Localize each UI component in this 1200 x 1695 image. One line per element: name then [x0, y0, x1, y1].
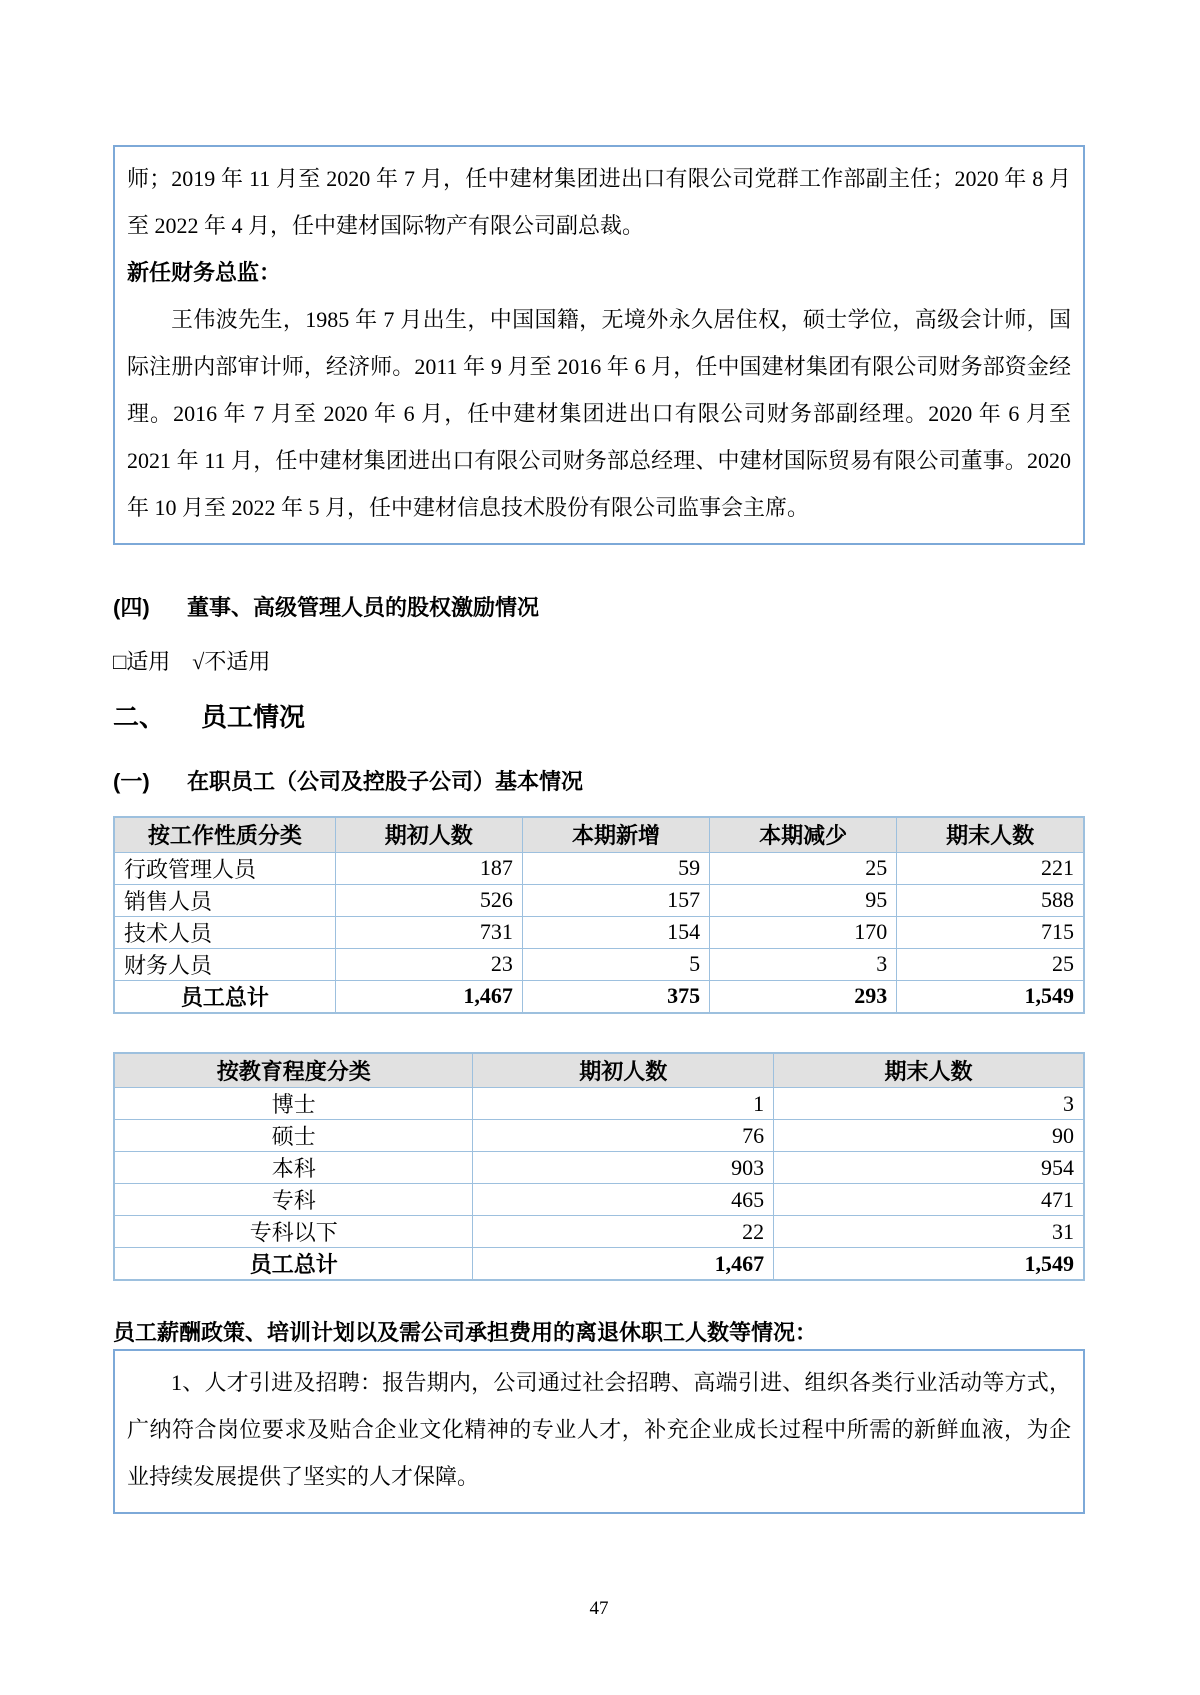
row-value: 95	[710, 884, 897, 916]
page-number: 47	[589, 1598, 609, 1619]
column-header: 本期减少	[710, 817, 897, 852]
row-category: 专科	[114, 1184, 473, 1216]
row-category: 本科	[114, 1152, 473, 1184]
column-header: 按教育程度分类	[114, 1053, 473, 1088]
table-row	[114, 1088, 1084, 1120]
table-header-row	[114, 817, 1084, 852]
row-value: 3	[710, 948, 897, 980]
policy-text-box	[113, 1349, 1085, 1514]
row-value: 157	[522, 884, 709, 916]
employees-by-job-table	[113, 816, 1085, 1014]
row-value: 471	[774, 1184, 1084, 1216]
row-value: 526	[335, 884, 522, 916]
table-header-row	[114, 817, 1084, 852]
table-row	[114, 916, 1084, 948]
row-value: 293	[710, 980, 897, 1013]
row-value: 59	[522, 852, 709, 884]
table-row	[114, 1184, 1084, 1216]
section-title: 董事、高级管理人员的股权激励情况	[187, 595, 540, 620]
not-applicable-option: √不适用	[192, 649, 271, 674]
table-row	[114, 852, 1084, 884]
row-category: 技术人员	[114, 916, 335, 948]
table-header-row	[114, 1053, 1084, 1088]
column-header: 按工作性质分类	[114, 817, 335, 852]
row-value: 588	[897, 884, 1084, 916]
row-category: 销售人员	[114, 884, 335, 916]
table-row	[114, 948, 1084, 980]
bio-paragraph-continued: 师；2019 年 11 月至 2020 年 7 月，任中建材集团进出口有限公司党群工作部副主任；2020 年 8 月至 2022 年 4 月，任中建材国际物产有限公司副总裁。	[127, 166, 1071, 238]
table-total-row	[114, 1248, 1084, 1281]
section-title: 员工情况	[201, 702, 306, 732]
section-title: 在职员工（公司及控股子公司）基本情况	[187, 769, 584, 794]
column-header: 期初人数	[473, 1053, 774, 1088]
section-number: (四)	[113, 595, 150, 620]
section-heading-employees	[113, 702, 1085, 732]
row-category: 员工总计	[114, 1248, 473, 1281]
row-value: 5	[522, 948, 709, 980]
row-value: 1,549	[774, 1248, 1084, 1281]
table-row	[114, 884, 1084, 916]
row-value: 715	[897, 916, 1084, 948]
row-value: 731	[335, 916, 522, 948]
bio-paragraph-cfo: 王伟波先生，1985 年 7 月出生，中国国籍，无境外永久居住权，硕士学位，高级会计师，国际注册内部审计师，经济师。2011 年 9 月至 2016 年 6 月，任中国建材集团有限公司财务部资金经理。2016 年 7 月至 2020 年 6 月，任中建材集团进出口有限公司财务部副经理。2020 年 6 月至 2021 年 11 月，任中建材集团进出口有限公司财务部总经理、中建材国际贸易有限公司董事。2020 年 10 月至 2022 年 5 月，任中建材信息技术股份有限公司监事会主席。	[127, 307, 1071, 520]
row-category: 博士	[114, 1088, 473, 1120]
table-body	[114, 852, 1084, 1013]
column-header: 期末人数	[897, 817, 1084, 852]
row-value: 76	[473, 1120, 774, 1152]
row-value: 25	[897, 948, 1084, 980]
row-category: 员工总计	[114, 980, 335, 1013]
row-value: 31	[774, 1216, 1084, 1248]
table-row	[114, 1120, 1084, 1152]
row-value: 954	[774, 1152, 1084, 1184]
section-number: 二、	[113, 702, 166, 732]
column-header: 本期新增	[522, 817, 709, 852]
column-header: 期初人数	[335, 817, 522, 852]
row-value: 1,467	[335, 980, 522, 1013]
section-heading-equity	[113, 595, 1085, 621]
table-row	[114, 1152, 1084, 1184]
policy-heading: 员工薪酬政策、培训计划以及需公司承担费用的离退休职工人数等情况：	[113, 1320, 818, 1345]
new-cfo-subheading: 新任财务总监：	[127, 260, 282, 285]
row-value: 1	[473, 1088, 774, 1120]
row-category: 行政管理人员	[114, 852, 335, 884]
applicability-line	[113, 649, 1085, 675]
column-header: 期末人数	[774, 1053, 1084, 1088]
row-value: 1,467	[473, 1248, 774, 1281]
bio-text-box	[113, 145, 1085, 545]
row-value: 187	[335, 852, 522, 884]
table-row	[114, 1216, 1084, 1248]
row-value: 465	[473, 1184, 774, 1216]
row-value: 3	[774, 1088, 1084, 1120]
row-value: 90	[774, 1120, 1084, 1152]
table-header-row	[114, 1053, 1084, 1088]
employees-by-education-table	[113, 1052, 1085, 1282]
row-category: 财务人员	[114, 948, 335, 980]
row-category: 硕士	[114, 1120, 473, 1152]
row-value: 25	[710, 852, 897, 884]
row-value: 154	[522, 916, 709, 948]
row-value: 22	[473, 1216, 774, 1248]
row-value: 23	[335, 948, 522, 980]
table-body	[114, 1088, 1084, 1281]
row-value: 1,549	[897, 980, 1084, 1013]
row-value: 221	[897, 852, 1084, 884]
section-heading-staff-basic	[113, 769, 1085, 795]
policy-paragraph: 1、人才引进及招聘：报告期内，公司通过社会招聘、高端引进、组织各类行业活动等方式，广纳符合岗位要求及贴合企业文化精神的专业人才，补充企业成长过程中所需的新鲜血液，为企业持续发展提供了坚实的人才保障。	[127, 1370, 1071, 1489]
row-value: 170	[710, 916, 897, 948]
table-total-row	[114, 980, 1084, 1013]
applicable-option: □适用	[113, 649, 171, 674]
row-value: 903	[473, 1152, 774, 1184]
row-value: 375	[522, 980, 709, 1013]
row-category: 专科以下	[114, 1216, 473, 1248]
section-number: (一)	[113, 769, 150, 794]
